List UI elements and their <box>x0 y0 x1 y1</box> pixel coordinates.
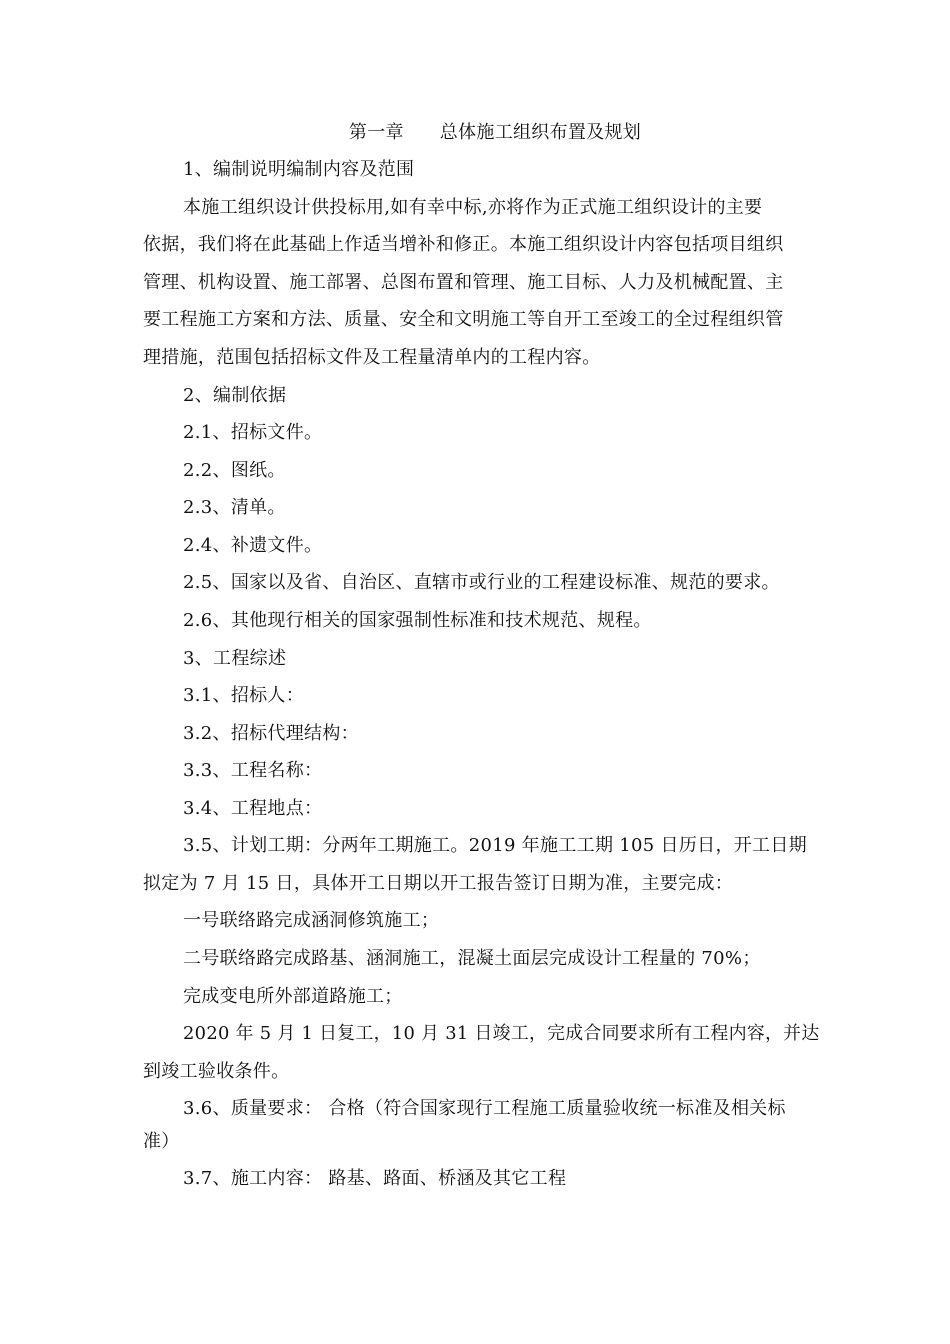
section-3-item-continuation: 拟定为 7 月 15 日，具体开工日期以开工报告签订日期为准，主要完成： <box>143 873 734 894</box>
sub-item: 二号联络路完成路基、涵洞施工，混凝土面层完成设计工程量的 70%； <box>183 948 761 969</box>
sub-item-continuation: 到竣工验收条件。 <box>143 1061 290 1082</box>
section-1-para-line: 依据，我们将在此基础上作适当增补和修正。本施工组织设计内容包括项目组织 <box>143 234 784 255</box>
section-2-item: 2.5、国家以及省、自治区、直辖市或行业的工程建设标准、规范的要求。 <box>183 572 780 593</box>
section-1-para-line: 要工程施工方案和方法、质量、安全和文明施工等自开工至竣工的全过程组织管 <box>143 309 784 330</box>
chapter-title-text: 总体施工组织布置及规划 <box>439 122 642 143</box>
section-3-item-continuation: 准） <box>143 1131 180 1152</box>
section-3-item: 3.5、计划工期：分两年工期施工。2019 年施工工期 105 日历日，开工日期 <box>183 835 807 856</box>
section-3-item: 3.1、招标人： <box>183 685 305 706</box>
section-2-item: 2.1、招标文件。 <box>183 422 323 443</box>
section-3-item: 3.7、施工内容： 路基、路面、桥涵及其它工程 <box>183 1168 567 1189</box>
sub-item: 2020 年 5 月 1 日复工，10 月 31 日竣工，完成合同要求所有工程内容，并达 <box>183 1023 820 1044</box>
section-1-para-line: 理措施，范围包括招标文件及工程量清单内的工程内容。 <box>143 347 601 368</box>
sub-item: 一号联络路完成涵洞修筑施工； <box>183 910 440 931</box>
section-1-para-line: 本施工组织设计供投标用,如有幸中标,亦将作为正式施工组织设计的主要 <box>183 197 763 218</box>
section-3-heading: 3、工程综述 <box>183 648 287 669</box>
section-3-item: 3.6、质量要求： 合格（符合国家现行工程施工质量验收统一标准及相关标 <box>183 1098 786 1119</box>
section-3-item: 3.2、招标代理结构： <box>183 723 359 744</box>
chapter-title <box>0 121 950 145</box>
section-2-heading: 2、编制依据 <box>183 385 287 406</box>
section-2-item: 2.6、其他现行相关的国家强制性标准和技术规范、规程。 <box>183 610 652 631</box>
section-1-heading: 1、编制说明编制内容及范围 <box>183 159 415 180</box>
section-2-item: 2.2、图纸。 <box>183 460 286 481</box>
sub-item: 完成变电所外部道路施工； <box>183 986 403 1007</box>
section-3-item: 3.3、工程名称： <box>183 760 323 781</box>
chapter-number: 第一章 <box>348 122 404 143</box>
section-1-para-line: 管理、机构设置、施工部署、总图布置和管理、施工目标、人力及机械配置、主 <box>143 272 784 293</box>
section-3-item: 3.4、工程地点： <box>183 798 323 819</box>
section-2-item: 2.4、补遗文件。 <box>183 535 323 556</box>
section-2-item: 2.3、清单。 <box>183 497 286 518</box>
